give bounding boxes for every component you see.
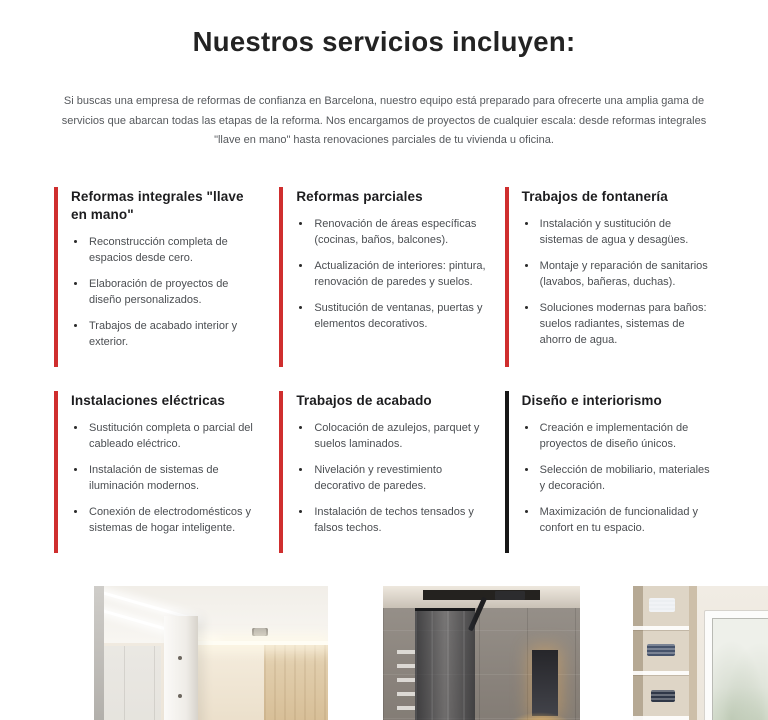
service-item: • Actualización de interiores: pintura, renovación de paredes y suelos. (312, 259, 488, 291)
service-item: • Nivelación y revestimiento decorativo de paredes. (312, 463, 488, 495)
service-item: • Soluciones modernas para baños: suelos radiantes, sistemas de ahorro de agua. (538, 301, 714, 349)
service-card-reformas-parciales (279, 187, 488, 367)
towel-radiator (397, 650, 415, 720)
service-item: • Montaje y reparación de sanitarios (lavabos, bañeras, duchas). (538, 259, 714, 291)
service-item: • Conexión de electrodomésticos y sistemas de hogar inteligente. (87, 505, 263, 537)
service-item: • Instalación de techos tensados y falsos techos. (312, 505, 488, 537)
window (705, 611, 768, 720)
service-card-instalaciones-electricas (54, 391, 263, 553)
shower-glass-panel (415, 608, 475, 720)
service-card-title: Reformas integrales "llave en mano" (71, 188, 244, 222)
folded-clothes (649, 598, 675, 612)
back-wall (198, 645, 264, 720)
section-title: Nuestros servicios incluyen: (192, 26, 576, 57)
service-card-title: Trabajos de acabado (296, 392, 432, 408)
service-item: • Instalación y sustitución de sistemas de agua y desagües. (538, 217, 714, 249)
ceiling (94, 586, 328, 643)
service-card-fontaneria (505, 187, 714, 367)
service-card-list (296, 421, 488, 537)
wall-spot (178, 694, 182, 698)
wall-edge (94, 586, 104, 720)
partition-column (164, 616, 198, 720)
photo-gallery (54, 570, 768, 720)
grey-tile-shower-bathroom-photo (383, 586, 580, 720)
folded-clothes (651, 690, 675, 702)
services-grid (54, 187, 714, 553)
service-item: • Creación e implementación de proyectos de diseño únicos. (538, 421, 714, 453)
interior-corridor-led-lighting-photo (94, 586, 328, 720)
service-card-list (522, 217, 714, 349)
cove-light (190, 641, 328, 645)
service-item: • Sustitución completa o parcial del cableado eléctrico. (87, 421, 263, 453)
section-intro: Si buscas una empresa de reformas de confianza en Barcelona, nuestro equipo está preparado para ofrecerte una amplia gama de servicios que abarcan todas las etapas de la reforma. Nos encargamos de proyectos de cualquier escala: desde reformas integrales "llave en mano" hasta renovaciones parciales de tu vivienda u oficina. (61, 95, 707, 147)
service-card-list (522, 421, 714, 537)
service-item: • Elaboración de proyectos de diseño personalizados. (87, 277, 263, 309)
service-card-title: Diseño e interiorismo (521, 392, 662, 408)
walk-in-closet-window-photo (633, 586, 768, 720)
service-item: • Instalación de sistemas de iluminación modernos. (87, 463, 263, 495)
shelving-side-panel (689, 586, 697, 720)
folded-clothes (647, 644, 675, 656)
service-item: • Renovación de áreas específicas (cocinas, baños, balcones). (312, 217, 488, 249)
backlit-mirror (532, 650, 558, 716)
service-card-reformas-integrales (54, 187, 263, 367)
service-item: • Colocación de azulejos, parquet y suelos laminados. (312, 421, 488, 453)
service-item: • Selección de mobiliario, materiales y decoración. (538, 463, 714, 495)
service-item: • Maximización de funcionalidad y confort en tu espacio. (538, 505, 714, 537)
service-card-list (296, 217, 488, 333)
warm-light-glow (508, 712, 572, 720)
service-card-title: Instalaciones eléctricas (71, 392, 225, 408)
wood-wall-panel (264, 645, 328, 720)
ceiling-spotlight (252, 628, 268, 636)
service-card-trabajos-acabado (279, 391, 488, 553)
service-card-list (71, 421, 263, 537)
service-card-title: Reformas parciales (296, 188, 423, 204)
wall-spot (178, 656, 182, 660)
service-item: • Reconstrucción completa de espacios desde cero. (87, 235, 263, 267)
service-item: • Sustitución de ventanas, puertas y elementos decorativos. (312, 301, 488, 333)
cabinet (94, 646, 161, 720)
service-item: • Trabajos de acabado interior y exterior. (87, 319, 263, 351)
service-card-title: Trabajos de fontanería (521, 188, 668, 204)
window-view (712, 618, 768, 720)
rain-shower-head (495, 591, 525, 600)
service-card-diseno-interiorismo (505, 391, 714, 553)
service-card-list (71, 235, 263, 351)
